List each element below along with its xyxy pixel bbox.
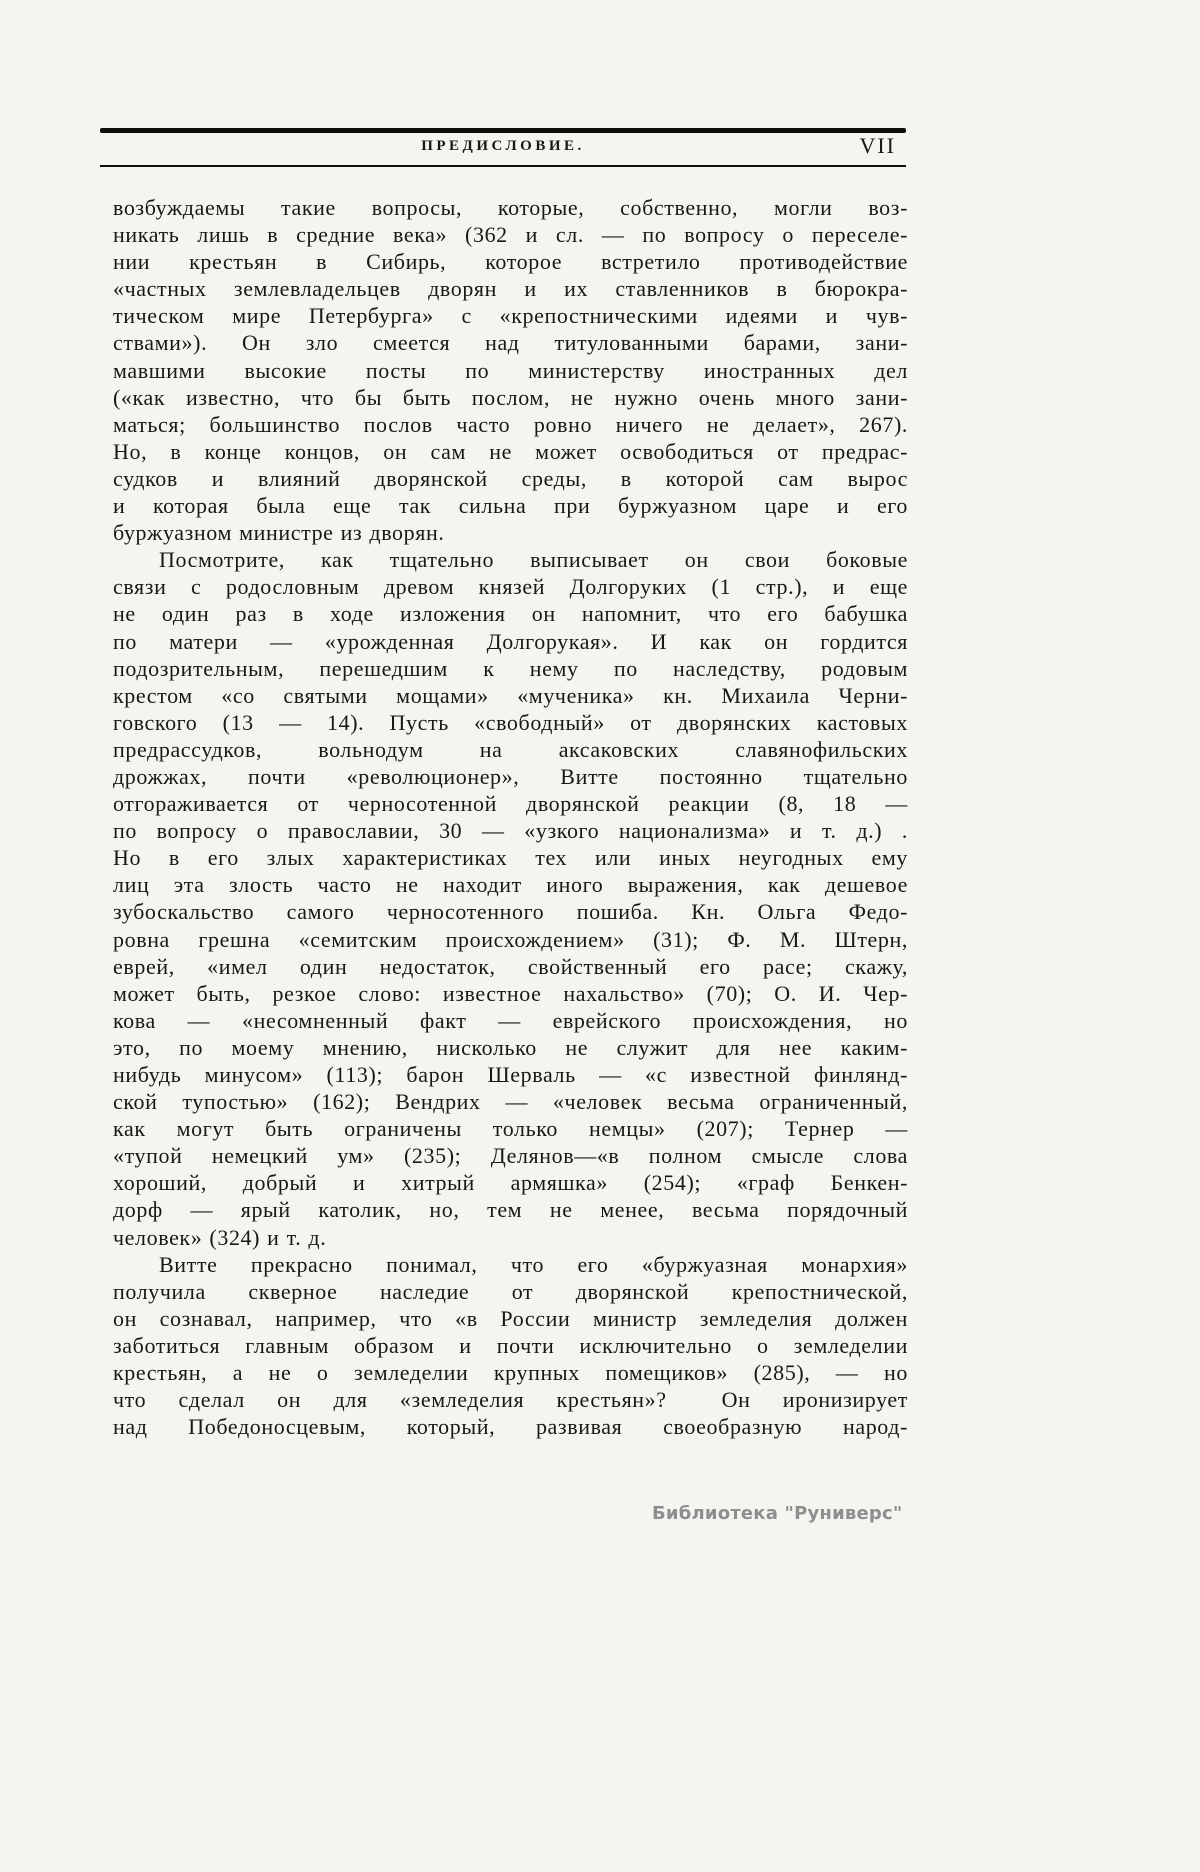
- text-line-content: связи с родословным древом князей Долгоруких (1 стр.), и еще: [113, 574, 908, 600]
- text-line-content: мавшими высокие посты по министерству иностранных дел: [113, 357, 908, 383]
- text-line: [113, 384, 908, 411]
- text-line-content: подозрительным, перешедшим к нему по наследству, родовым: [113, 655, 908, 681]
- text-line: [113, 790, 908, 817]
- text-line-content: никать лишь в средние века» (362 и сл. — по вопросу о переселе-: [113, 222, 908, 248]
- text-line-content: лиц эта злость часто не находит иного выражения, как дешевое: [113, 872, 908, 898]
- text-line-content: по матери — «урожденная Долгорукая». И как он гордится: [113, 628, 908, 654]
- text-line: [113, 194, 908, 221]
- text-line: [113, 980, 908, 1007]
- text-line: [113, 546, 908, 573]
- text-line-content: над Победоносцевым, который, развивая своеобразную народ-: [113, 1414, 908, 1440]
- text-line-content: возбуждаемы такие вопросы, которые, собственно, могли воз-: [113, 195, 908, 220]
- text-line-content: может быть, резкое слово: известное нахальство» (70); О. И. Чер-: [113, 980, 908, 1006]
- text-line: [113, 1413, 908, 1440]
- text-line: [113, 519, 908, 546]
- text-line-content: ровна грешна «семитским происхождением» (31); Ф. М. Штерн,: [113, 926, 908, 952]
- text-line-content: «частных землевладельцев дворян и их ставленников в бюрокра-: [113, 276, 908, 302]
- text-line-content: отгораживается от черносотенной дворянской реакции (8, 18 —: [113, 791, 908, 817]
- text-line: [113, 926, 908, 953]
- text-line: [113, 411, 908, 438]
- text-line-content: человек» (324) и т. д.: [113, 1224, 327, 1250]
- text-line-content: не один раз в ходе изложения он напомнит, что его бабушка: [113, 601, 908, 627]
- text-line-content: крестом «со святыми мощами» «мученика» кн. Михаила Черни-: [113, 682, 908, 708]
- text-line-content: Витте прекрасно понимал, что его «буржуазная монархия»: [159, 1251, 908, 1277]
- text-line-content: нибудь минусом» (113); барон Шерваль — «с известной финлянд-: [113, 1062, 908, 1087]
- text-line-content: ствами»). Он зло смеется над титулованными барами, зани-: [113, 330, 908, 356]
- text-line-content: «тупой немецкий ум» (235); Делянов—«в полном смысле слова: [113, 1143, 908, 1169]
- text-line-content: дрожжах, почти «революционер», Витте постоянно тщательно: [113, 763, 908, 789]
- text-line-content: это, по моему мнению, нисколько не служит для нее каким-: [113, 1034, 908, 1060]
- text-line-content: как могут быть ограничены только немцы» (207); Тернер —: [113, 1116, 908, 1142]
- text-line-content: хороший, добрый и хитрый армяшка» (254); «граф Бенкен-: [113, 1170, 908, 1196]
- text-line: [113, 844, 908, 871]
- text-line: [113, 600, 908, 627]
- text-line: [113, 953, 908, 980]
- text-line-content: кова — «несомненный факт — еврейского происхождения, но: [113, 1007, 908, 1033]
- text-line: [113, 1115, 908, 1142]
- text-line: [113, 275, 908, 302]
- page-number: VII: [859, 133, 896, 158]
- text-line-content: судков и влияний дворянской среды, в которой сам вырос: [113, 465, 908, 491]
- text-line-content: ской тупостью» (162); Вендрих — «человек весьма ограниченный,: [113, 1089, 908, 1115]
- text-line-content: и которая была еще так сильна при буржуазном царе и его: [113, 493, 908, 519]
- text-line-content: тическом мире Петербурга» с «крепостническими идеями и чув-: [113, 303, 908, 329]
- text-line-content: он сознавал, например, что «в России министр земледелия должен: [113, 1305, 908, 1331]
- text-line: [113, 1169, 908, 1196]
- text-line-content: нии крестьян в Сибирь, которое встретило противодействие: [113, 249, 908, 275]
- text-line: [113, 871, 908, 898]
- text-line-content: по вопросу о православии, 30 — «узкого национализма» и т. д.) .: [113, 818, 908, 844]
- text-line: [113, 492, 908, 519]
- text-line: [113, 1007, 908, 1034]
- text-line: [113, 1278, 908, 1305]
- header-rule-thick: [100, 128, 906, 133]
- text-line: [113, 628, 908, 655]
- text-line-content: маться; большинство послов часто ровно ничего не делает», 267).: [113, 411, 908, 437]
- text-line: [113, 682, 908, 709]
- text-line-content: говского (13 — 14). Пусть «свободный» от дворянских кастовых: [113, 709, 908, 735]
- text-line-content: получила скверное наследие от дворянской крепостнической,: [113, 1278, 908, 1304]
- library-watermark: Библиотека "Руниверс": [652, 1503, 903, 1524]
- text-line: [113, 1305, 908, 1332]
- text-line: [113, 302, 908, 329]
- text-line: [113, 248, 908, 275]
- text-line: [113, 655, 908, 682]
- text-line: [113, 357, 908, 384]
- text-line-content: что сделал он для «земледелия крестьян»? Он иронизирует: [113, 1387, 908, 1413]
- text-line: [113, 438, 908, 465]
- text-line: [113, 817, 908, 844]
- text-line-content: крестьян, а не о земледелии крупных помещиков» (285), — но: [113, 1360, 908, 1386]
- text-line: [113, 1251, 908, 1278]
- text-line-content: Посмотрите, как тщательно выписывает он свои боковые: [159, 547, 908, 573]
- header-rule-thin: [100, 165, 906, 167]
- text-line: [113, 329, 908, 356]
- text-line: [113, 1332, 908, 1359]
- text-line-content: («как известно, что бы быть послом, не нужно очень много зани-: [113, 384, 908, 410]
- text-line: [113, 1359, 908, 1386]
- text-line-content: буржуазном министре из дворян.: [113, 520, 445, 546]
- text-line: [113, 465, 908, 492]
- text-line-content: зубоскальство самого черносотенного пошиба. Кн. Ольга Федо-: [113, 899, 908, 925]
- text-line: [113, 1386, 908, 1413]
- text-line: [113, 1196, 908, 1223]
- running-head-title: ПРЕДИСЛОВИЕ.: [421, 138, 585, 154]
- text-line-content: Но, в конце концов, он сам не может освободиться от предрас-: [113, 438, 908, 464]
- text-line-content: заботиться главным образом и почти исключительно о земледелии: [113, 1332, 908, 1358]
- text-line: [113, 1224, 908, 1251]
- text-line: [113, 709, 908, 736]
- text-line: [113, 1088, 908, 1115]
- text-line: [113, 898, 908, 925]
- text-line: [113, 1061, 908, 1088]
- text-line-content: предрассудков, вольнодум на аксаковских славянофильских: [113, 736, 908, 762]
- text-line: [113, 1034, 908, 1061]
- body-text: [113, 194, 908, 1440]
- text-line: [113, 221, 908, 248]
- text-line: [113, 1142, 908, 1169]
- text-line-content: дорф — ярый католик, но, тем не менее, весьма порядочный: [113, 1197, 908, 1223]
- page-header: [100, 133, 906, 162]
- text-line-content: Но в его злых характеристиках тех или иных неугодных ему: [113, 845, 908, 871]
- text-line-content: еврей, «имел один недостаток, свойственный его расе; скажу,: [113, 953, 908, 979]
- text-line: [113, 736, 908, 763]
- text-line: [113, 763, 908, 790]
- text-line: [113, 573, 908, 600]
